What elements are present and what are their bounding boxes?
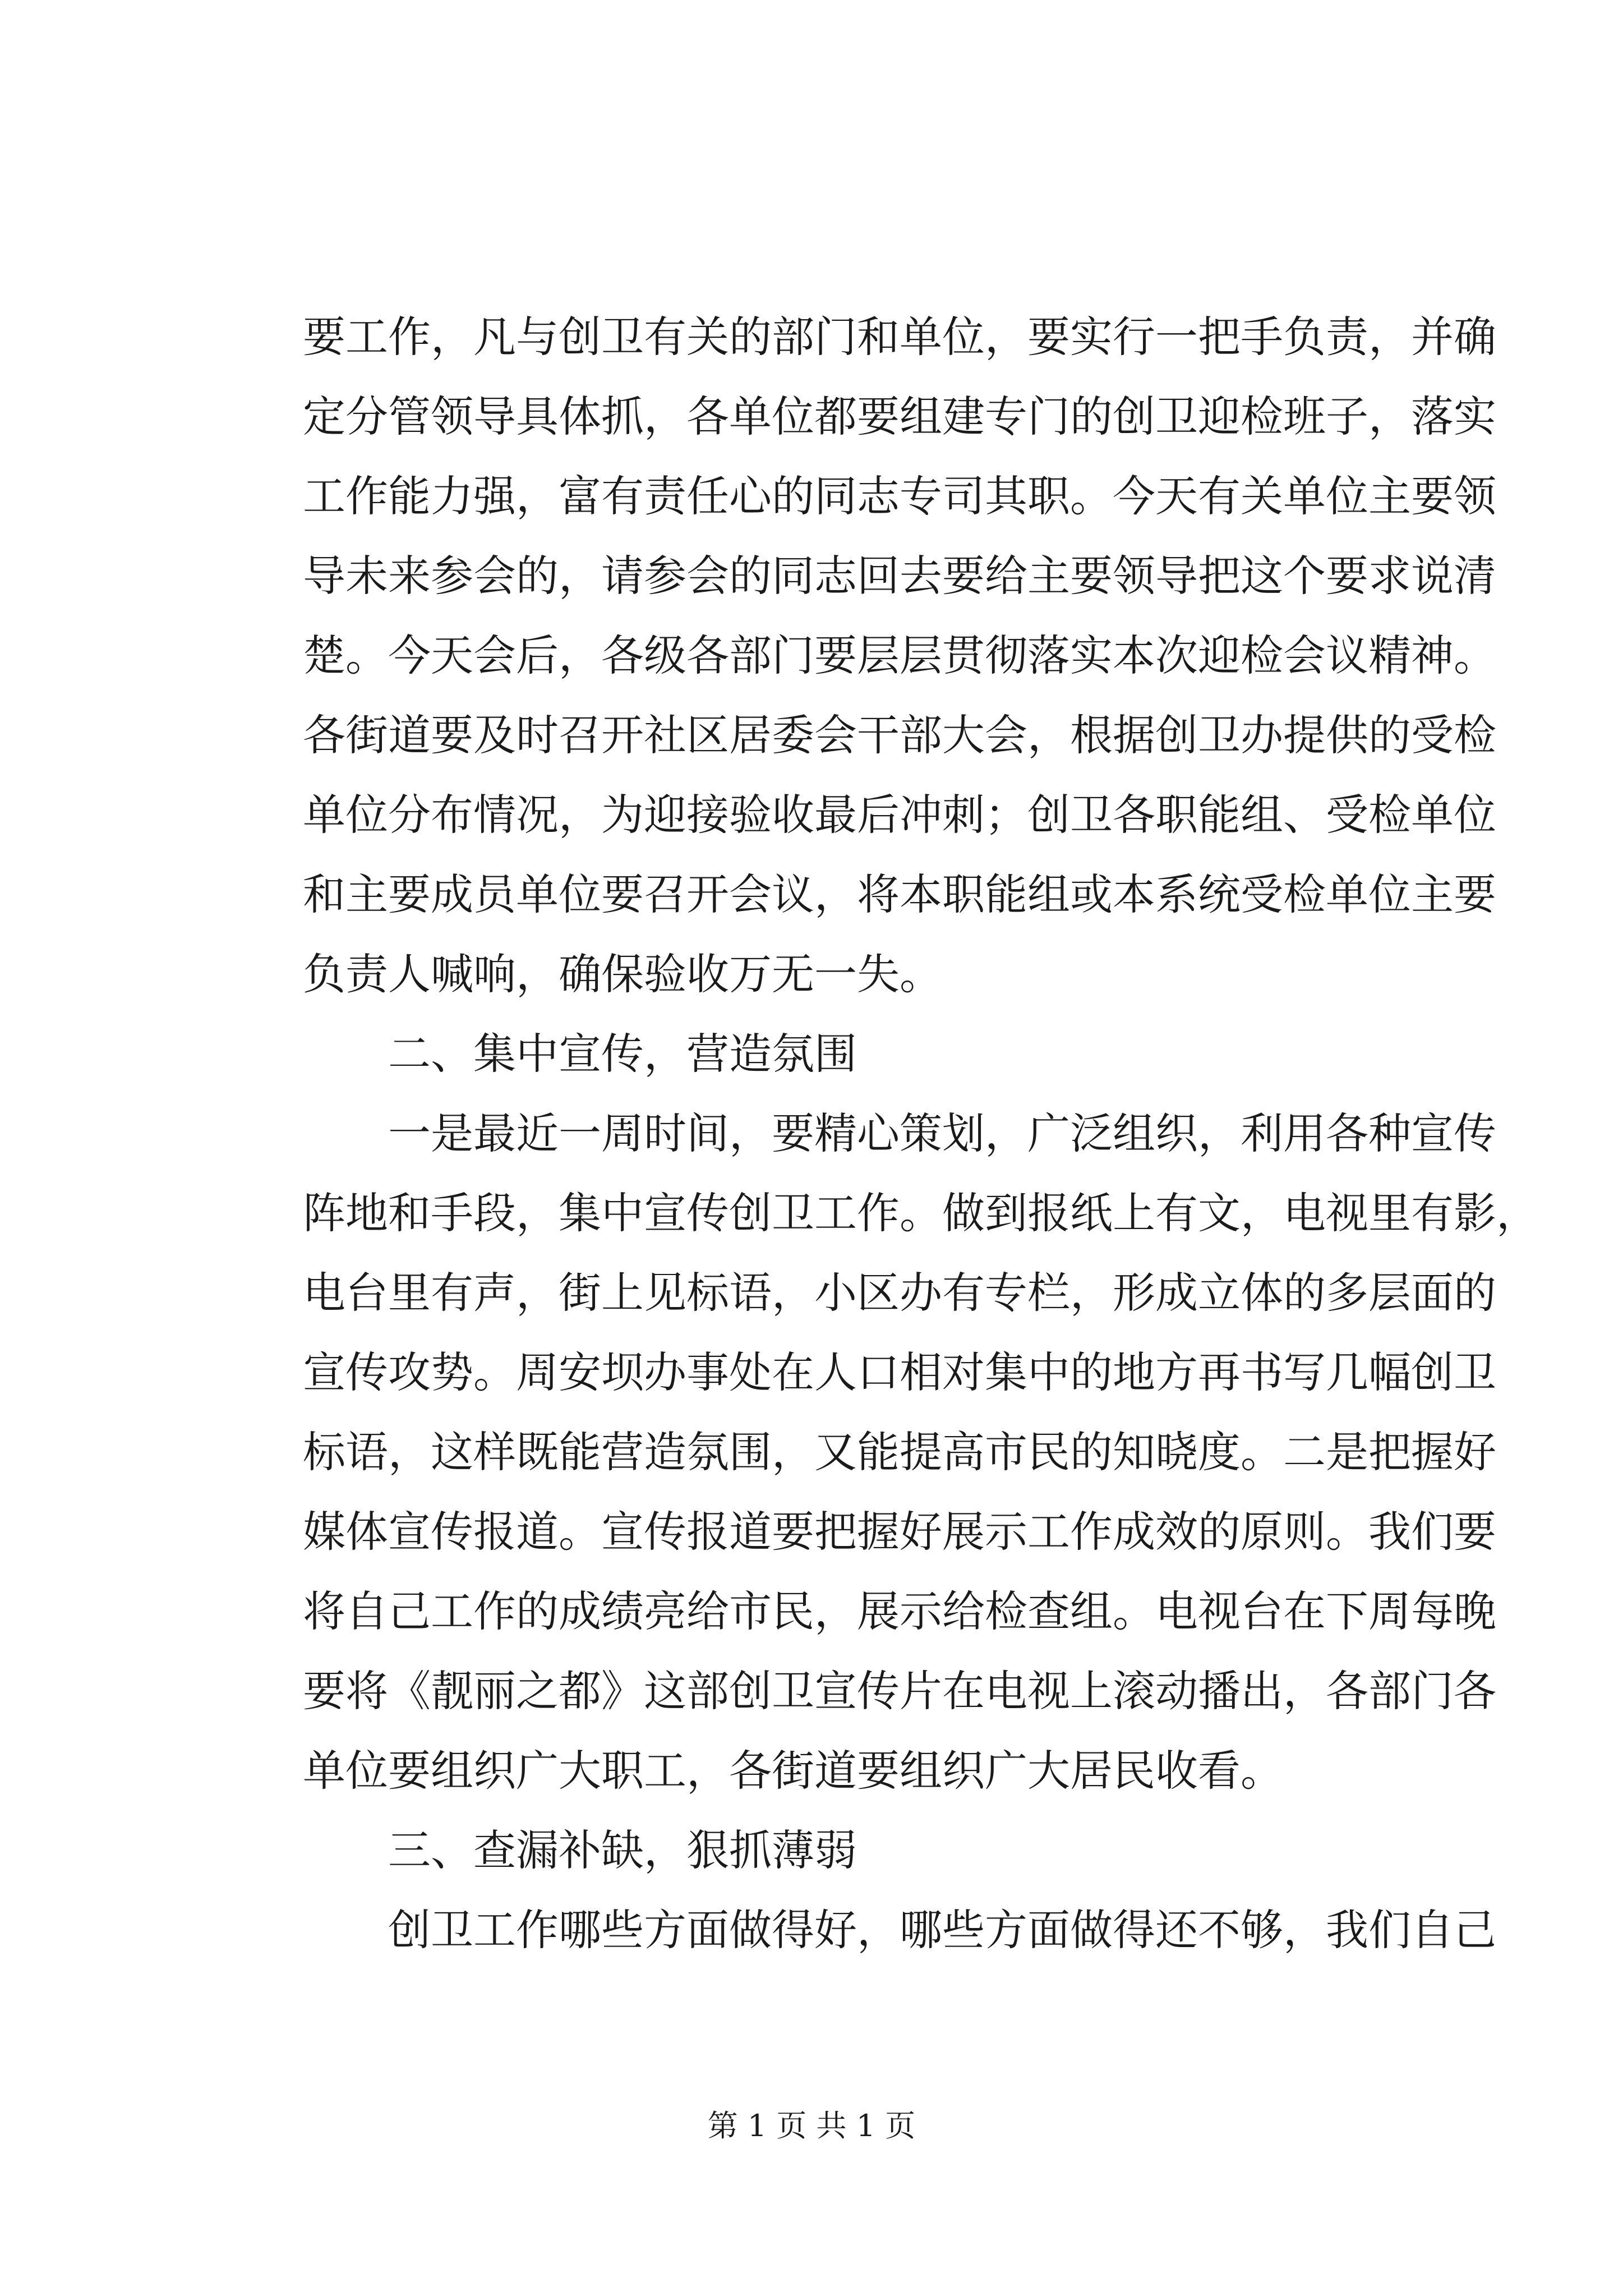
- text-line-1: 要工作，凡与创卫有关的部门和单位，要实行一把手负责，并确: [303, 312, 1496, 362]
- text-line-4: 导未来参会的，请参会的同志回去要给主要领导把这个要求说清: [303, 551, 1496, 601]
- section-heading-3: 三、查漏补缺，狠抓薄弱: [388, 1825, 857, 1875]
- text-line-6: 各街道要及时召开社区居委会干部大会，根据创卫办提供的受检: [303, 710, 1496, 760]
- text-line-15: 标语，这样既能营造氛围，又能提高市民的知晓度。二是把握好: [303, 1427, 1496, 1477]
- text-line-2: 定分管领导具体抓，各单位都要组建专门的创卫迎检班子，落实: [303, 392, 1496, 441]
- section-heading-2: 二、集中宣传，营造氛围: [388, 1029, 857, 1079]
- text-line-14: 宣传攻势。周安坝办事处在人口相对集中的地方再书写几幅创卫: [303, 1347, 1496, 1397]
- text-line-13: 电台里有声，街上见标语，小区办有专栏，形成立体的多层面的: [303, 1268, 1496, 1318]
- text-line-9: 负责人喊响，确保验收万无一失。: [303, 949, 942, 999]
- text-line-3: 工作能力强，富有责任心的同志专司其职。今天有关单位主要领: [303, 471, 1496, 521]
- text-line-21: 创卫工作哪些方面做得好，哪些方面做得还不够，我们自己: [388, 1905, 1496, 1955]
- text-line-17: 将自己工作的成绩亮给市民，展示给检查组。电视台在下周每晚: [303, 1586, 1496, 1636]
- text-line-7: 单位分布情况，为迎接验收最后冲刺；创卫各职能组、受检单位: [303, 790, 1496, 840]
- text-line-11: 一是最近一周时间，要精心策划，广泛组织，利用各种宣传: [388, 1108, 1496, 1158]
- document-body: [303, 297, 1539, 1970]
- page-number-footer: 第 1 页 共 1 页: [707, 2108, 916, 2143]
- text-line-18: 要将《靓丽之都》这部创卫宣传片在电视上滚动播出，各部门各: [303, 1666, 1496, 1716]
- text-line-19: 单位要组织广大职工，各街道要组织广大居民收看。: [303, 1746, 1283, 1796]
- text-line-5: 楚。今天会后，各级各部门要层层贯彻落实本次迎检会议精神。: [303, 631, 1496, 680]
- text-line-8: 和主要成员单位要召开会议，将本职能组或本系统受检单位主要: [303, 869, 1496, 919]
- text-line-12: 阵地和手段，集中宣传创卫工作。做到报纸上有文，电视里有影，: [303, 1188, 1539, 1238]
- text-line-16: 媒体宣传报道。宣传报道要把握好展示工作成效的原则。我们要: [303, 1507, 1496, 1557]
